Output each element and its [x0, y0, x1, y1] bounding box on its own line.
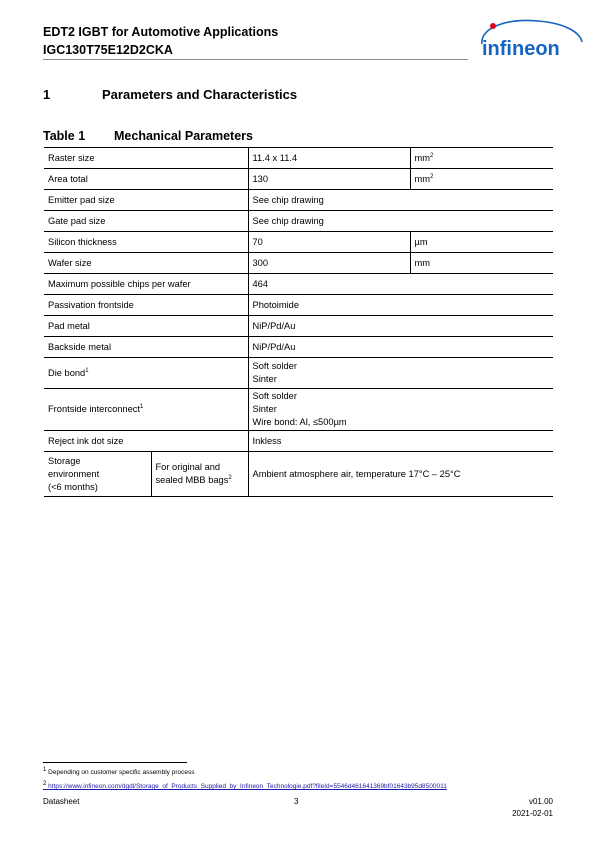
header-divider	[43, 59, 468, 60]
param-label: Emitter pad size	[44, 190, 248, 211]
value-line: Soft solder	[252, 391, 297, 401]
section-title: Parameters and Characteristics	[102, 87, 298, 102]
table-title: Mechanical Parameters	[114, 129, 253, 143]
param-value: Photoimide	[248, 295, 553, 316]
param-value: 464	[248, 274, 553, 295]
infineon-logo	[476, 18, 586, 62]
param-label: Backside metal	[44, 337, 248, 358]
table-row	[44, 452, 553, 497]
param-value: 300	[248, 253, 410, 274]
table-row	[44, 190, 553, 211]
page-number: 3	[294, 797, 299, 806]
table-row	[44, 253, 553, 274]
logo-wordmark: infineon	[482, 38, 560, 60]
table-row	[44, 148, 553, 169]
param-label: Raster size	[44, 148, 248, 169]
param-label: Storage environment (<6 months)	[44, 452, 151, 497]
table-row	[44, 169, 553, 190]
table-row	[44, 211, 553, 232]
param-value: See chip drawing	[248, 190, 553, 211]
table-row	[44, 295, 553, 316]
table-row	[44, 358, 553, 389]
param-value: Inkless	[248, 431, 553, 452]
table-row	[44, 274, 553, 295]
footnote-1: $^1$ Depending on customer specific assembly process	[43, 766, 195, 776]
param-label: Maximum possible chips per wafer	[44, 274, 248, 295]
param-label: Pad metal	[44, 316, 248, 337]
param-value: Ambient atmosphere air, temperature 17°C – 25°C	[248, 452, 553, 497]
param-label: Area total	[44, 169, 248, 190]
mechanical-parameters-table	[44, 147, 553, 497]
param-label: Die bond$^1$	[44, 358, 248, 389]
section-number: 1	[43, 87, 51, 102]
footer-date: 2021-02-01	[512, 809, 553, 818]
param-value: NiP/Pd/Au	[248, 316, 553, 337]
param-value: NiP/Pd/Au	[248, 337, 553, 358]
footnote-divider	[43, 762, 187, 763]
param-value: 70	[248, 232, 410, 253]
footer-version: v01.00	[528, 797, 553, 806]
param-unit: µm	[410, 232, 553, 253]
param-label: Reject ink dot size	[44, 431, 248, 452]
value-line: Wire bond: Al, ≤500µm	[252, 417, 347, 427]
part-number: IGC130T75E12D2CKA	[43, 43, 173, 57]
table-row	[44, 316, 553, 337]
param-value: 11.4 x 11.4	[248, 148, 410, 169]
table-row	[44, 431, 553, 452]
table-number: Table 1	[43, 129, 86, 143]
param-value	[248, 389, 553, 431]
param-unit: $mm^2$	[410, 169, 553, 190]
table-row	[44, 232, 553, 253]
param-label: Silicon thickness	[44, 232, 248, 253]
param-unit: $mm^2$	[410, 148, 553, 169]
param-unit: mm	[410, 253, 553, 274]
table-row	[44, 337, 553, 358]
value-line: Sinter	[252, 404, 277, 414]
footer-doc-type: Datasheet	[43, 797, 80, 806]
param-value: 130	[248, 169, 410, 190]
param-label: Passivation frontside	[44, 295, 248, 316]
footnote-2-link[interactable]: $^2$ https://www.infineon.com/dgdl/Storage_of_Products_Supplied_by_Infineon_Technologie.pdf?fileId=5546d461641369bf01643b95d8500011	[43, 780, 447, 790]
document-title: EDT2 IGBT for Automotive Applications	[43, 25, 279, 39]
param-label: Frontside interconnect$^1$	[44, 389, 248, 431]
param-sublabel: For original and sealed MBB bags$^2$	[151, 452, 248, 497]
value-line: Sinter	[252, 374, 277, 384]
param-value	[248, 358, 553, 389]
param-label: Gate pad size	[44, 211, 248, 232]
table-row	[44, 389, 553, 431]
value-line: Soft solder	[252, 361, 297, 371]
param-value: See chip drawing	[248, 211, 553, 232]
param-label: Wafer size	[44, 253, 248, 274]
